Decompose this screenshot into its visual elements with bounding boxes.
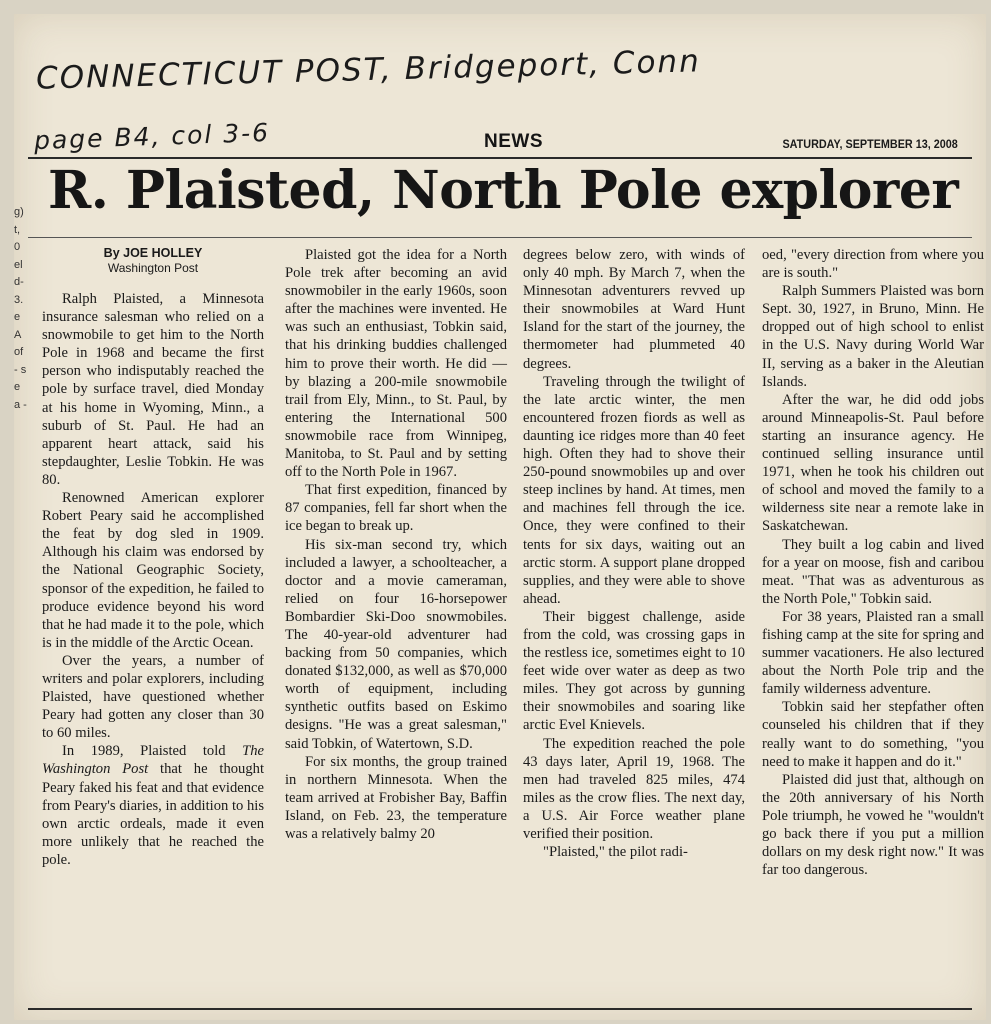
paragraph-continued: oed, "every direction from where you are is south.": [762, 247, 984, 282]
paragraph: Plaisted got the idea for a North Pole trek after becoming an avid snowmobiler in the early 1960s, soon after the machines were invented. He was such an enthusiast, Tobkin said, that his drinking buddies challenged him to prove their worth. He did — by blazing a 200-mile snowmobile trail from Ely, Minn., to St. Paul, by entering the International 500 snowmobile race from Winnipeg, Manitoba, to St. Paul and by setting off to the North Pole in 1967.: [285, 247, 507, 481]
paragraph: "Plaisted," the pilot radi-: [543, 844, 688, 861]
paragraph-continued: degrees below zero, with winds of only 40 mph. By March 7, when the Minnesotan adventurers revved up their snowmobiles at Ward Hunt Island for the start of the journey, the thermometer had plummeted 40 degrees.: [523, 247, 745, 372]
headline: R. Plaisted, North Pole explorer: [48, 160, 959, 221]
paragraph: For 38 years, Plaisted ran a small fishing camp at the site for spring and summer vacationers. He also lectured about the North Pole trip and the family wilderness adventure.: [762, 608, 984, 698]
column-2: [285, 246, 507, 843]
adjacent-column-fragment: g) t, 0 el d- 3. e A of - s e a -: [14, 206, 27, 411]
byline-affiliation: Washington Post: [107, 261, 199, 275]
text-run: that he thought Peary faked his feat and that evidence from Peary's diaries, in addition to his own arctic ordeals, made it even more unlikely that he reached the pole.: [42, 761, 264, 868]
column-1: [42, 246, 264, 869]
paragraph: That first expedition, financed by 87 companies, fell far short when the ice began to break up.: [285, 482, 507, 535]
byline: [42, 246, 264, 276]
paragraph: Renowned American explorer Robert Peary said he accomplished the feat by dog sled in 1909. Although his claim was endorsed by the National Geographic Society, sponsor of the expedition, he failed to produce evidence beyond his word that he had made it to the pole, which is in the middle of the Arctic Ocean.: [42, 490, 264, 651]
paragraph: Ralph Plaisted, a Minnesota insurance salesman who relied on a snowmobile to get him to the North Pole in 1968 and became the first person who indisputably reached the pole by surface travel, died Monday at his home in Wyoming, Minn., a suburb of St. Paul. He had an apparent heart attack, said his stepdaughter, Leslie Tobkin. He was 80.: [42, 291, 264, 488]
paragraph: [42, 742, 264, 869]
page-date: SATURDAY, SEPTEMBER 13, 2008: [782, 137, 958, 151]
section-label: NEWS: [484, 131, 543, 152]
paragraph: Traveling through the twilight of the late arctic winter, the men encountered frozen fiords as well as daunting ice ridges more than 40 feet high. Often they had to shove their 250-pound snowmobiles up and over steep inclines by hand. At times, men and machines fell through the ice. Once, they were confined to their tents for six days, waiting out an arctic storm. A support plane dropped supplies, and they were able to shove ahead.: [523, 373, 745, 607]
paragraph: The expedition reached the pole 43 days later, April 19, 1968. The men had traveled 825 miles, 474 miles as the crow flies. The next day, a U.S. Air Force weather plane verified their position.: [523, 735, 745, 842]
paragraph: For six months, the group trained in northern Minnesota. When the team arrived at Frobisher Bay, Baffin Island, on Feb. 23, the temperature was a relatively balmy 20: [285, 753, 507, 842]
header-rule: [28, 157, 972, 159]
paragraph: Over the years, a number of writers and polar explorers, including Plaisted, have questioned whether Peary had gotten any closer than 30 to 60 miles.: [42, 652, 264, 742]
column-4: [762, 246, 984, 879]
paragraph: Ralph Summers Plaisted was born Sept. 30, 1927, in Bruno, Minn. He dropped out of high school to enlist in the U.S. Navy during World War II, serving as a baker in the Aleutian Islands.: [762, 283, 984, 390]
publication-name: The Washington Post: [42, 743, 264, 778]
paragraph: Tobkin said her stepfather often counseled his children that if they really want to do something, "you need to make it happen and do it.": [762, 699, 984, 770]
headline-rule: [28, 237, 972, 238]
paragraph: Plaisted did just that, although on the 20th anniversary of his North Pole triumph, he vowed he "wouldn't go back there if you put a million dollars on my desk right now." It was far too dangerous.: [762, 771, 984, 879]
paragraph: They built a log cabin and lived for a year on moose, fish and caribou meat. "That was as adventurous as the North Pole," Tobkin said.: [762, 536, 984, 607]
column-3: [523, 246, 745, 861]
footer-rule: [28, 1008, 972, 1010]
paragraph: Their biggest challenge, aside from the cold, was crossing gaps in the restless ice, sometimes eight to 10 feet wide over water as deep as two miles. They got across by gunning their snowmobiles and soaring like arctic Evel Knievels.: [523, 608, 745, 734]
text-run: In 1989, Plaisted told: [62, 743, 243, 760]
paragraph: After the war, he did odd jobs around Minneapolis-St. Paul before starting an insurance agency. He continued selling insurance until 1971, when he took his children out of school and moved the family to a wilderness site near a remote lake in Saskatchewan.: [762, 391, 984, 535]
newspaper-clipping: [14, 14, 986, 1020]
handwritten-page-note: page B4, col 3-6: [33, 117, 271, 156]
byline-author: By JOE HOLLEY: [103, 246, 203, 260]
handwritten-source-note: CONNECTICUT POST, Bridgeport, Conn: [35, 43, 702, 97]
paragraph: His six-man second try, which included a lawyer, a schoolteacher, a doctor and a movie cameraman, relied on four 16-horsepower Bombardier Ski-Doo snowmobiles. The 40-year-old adventurer had backing from 50 companies, which donated $132,000, as well as $70,000 worth of equipment, including synthetic outfits based on Eskimo designs. "He was a great salesman," said Tobkin, of Watertown, S.D.: [285, 536, 507, 752]
